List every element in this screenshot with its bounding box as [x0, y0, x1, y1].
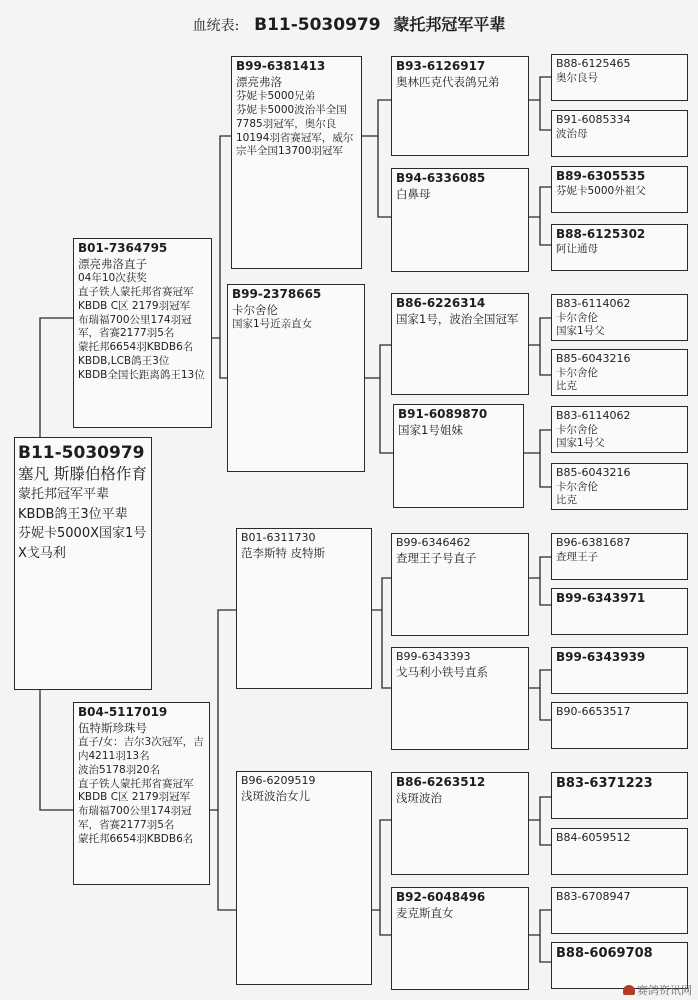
gen4-card-sss[interactable]: [391, 56, 529, 156]
gen5-card-14[interactable]: [551, 828, 688, 875]
gen5-card-9[interactable]: [551, 533, 688, 580]
gen4-card-sdd[interactable]: [393, 404, 524, 508]
gen5-ring-3: B89-6305535: [556, 169, 646, 183]
gen5-card-1[interactable]: [551, 54, 688, 101]
granddam-paternal-name: 卡尔舍伦: [232, 302, 278, 317]
granddam-maternal-card[interactable]: [236, 771, 372, 985]
gen4-name-ddd: 麦克斯直女: [396, 905, 454, 920]
gen4-name-dsd: 戈马利小铁号直系: [396, 664, 488, 679]
gen5-card-3[interactable]: [551, 166, 688, 213]
gen5-ring-7: B83-6114062: [556, 409, 631, 422]
gen4-ring-sss: B93-6126917: [396, 59, 486, 73]
gen4-name-dds: 浅斑波治: [396, 790, 442, 805]
gen5-name-6: 卡尔舍伦 比克: [556, 366, 598, 393]
gen5-card-15[interactable]: [551, 887, 688, 934]
dam-info: 直子/女：吉尔3次冠军，吉内4211羽13名 波治5178羽20名 直子铁人蒙托邦省赛冠军 KBDB C区 2179羽冠军 布瑞福700公里174羽冠军，省赛2177羽5名 蒙托邦6654羽KBDB6名: [78, 736, 204, 846]
grandsire-paternal-card[interactable]: [231, 56, 362, 269]
dam-card[interactable]: [73, 702, 210, 885]
gen5-name-5: 卡尔舍伦 国家1号父: [556, 311, 605, 338]
gen5-ring-8: B85-6043216: [556, 466, 631, 479]
gen4-card-ddd[interactable]: [391, 887, 529, 990]
subject-info: 蒙托邦冠军平辈 KBDB鸽王3位平辈 芬妮卡5000X国家1号X戈马利: [18, 487, 147, 561]
gen5-card-4[interactable]: [551, 224, 688, 271]
gen5-name-2: 波治母: [556, 127, 588, 140]
grandsire-paternal-ring: B99-6381413: [236, 59, 326, 73]
gen4-name-sds: 国家1号，波治全国冠军: [396, 311, 519, 326]
pigeon-logo-icon: [623, 985, 635, 995]
dam-name: 伍特斯珍珠号: [78, 720, 147, 735]
gen5-name-8: 卡尔舍伦 比克: [556, 480, 598, 507]
gen5-ring-14: B84-6059512: [556, 831, 631, 844]
gen4-card-sds[interactable]: [391, 293, 529, 395]
subject-ring-number: B11-5030979: [18, 443, 145, 463]
gen4-name-dss: 查理王子号直子: [396, 550, 477, 565]
gen5-name-1: 奥尔良号: [556, 71, 598, 84]
gen4-ring-dds: B86-6263512: [396, 775, 486, 789]
gen4-card-ssd[interactable]: [391, 168, 529, 272]
gen5-name-7: 卡尔舍伦 国家1号父: [556, 423, 605, 450]
grandsire-paternal-info: 芬妮卡5000兄弟 芬妮卡5000波治半全国7785羽冠军，奥尔良10194羽省赛冠军，威尔宗半全国13700羽冠军: [236, 90, 354, 158]
sire-ring-number: B01-7364795: [78, 241, 168, 255]
gen5-ring-6: B85-6043216: [556, 352, 631, 365]
granddam-maternal-ring: B96-6209519: [241, 774, 316, 787]
gen5-name-9: 查理王子: [556, 550, 598, 563]
gen4-card-dds[interactable]: [391, 772, 529, 875]
gen5-ring-11: B99-6343939: [556, 650, 646, 664]
gen5-card-10[interactable]: [551, 588, 688, 635]
gen5-ring-9: B96-6381687: [556, 536, 631, 549]
gen5-name-3: 芬妮卡5000外祖父: [556, 184, 646, 197]
sire-name: 漂亮弗洛直子: [78, 256, 147, 271]
gen5-card-13[interactable]: [551, 772, 688, 819]
gen4-card-dsd[interactable]: [391, 647, 529, 750]
title-pigeon-name: 蒙托邦冠军平辈: [393, 15, 506, 34]
grandsire-paternal-name: 漂亮弗洛: [236, 74, 282, 89]
gen5-ring-13: B83-6371223: [556, 776, 653, 791]
gen4-name-ssd: 白鼻母: [396, 186, 431, 201]
gen5-ring-15: B83-6708947: [556, 890, 631, 903]
granddam-paternal-ring: B99-2378665: [232, 287, 322, 301]
subject-name: 塞凡 斯滕伯格作育: [18, 465, 147, 484]
gen5-ring-12: B90-6653517: [556, 705, 631, 718]
title-ring-number: B11-5030979: [254, 15, 381, 35]
gen5-card-2[interactable]: [551, 110, 688, 157]
gen4-name-sdd: 国家1号姐妹: [398, 422, 463, 437]
sire-info: 04年10次获奖 直子铁人蒙托邦省赛冠军 KBDB C区 2179羽冠军 布瑞福700公里174羽冠军，省赛2177羽5名 蒙托邦6654羽KBDB6名 KBDB,LCB鸽王3位 KBDB全国长距离鸽王13位: [78, 272, 205, 382]
grandsire-maternal-name: 范李斯特 皮特斯: [241, 545, 326, 560]
subject-pigeon-card[interactable]: [14, 437, 152, 690]
dam-ring-number: B04-5117019: [78, 705, 168, 719]
site-watermark: [623, 982, 692, 998]
granddam-paternal-card[interactable]: [227, 284, 365, 472]
gen5-ring-2: B91-6085334: [556, 113, 631, 126]
gen5-card-12[interactable]: [551, 702, 688, 749]
gen4-ring-ddd: B92-6048496: [396, 890, 486, 904]
gen5-card-8[interactable]: [551, 463, 688, 510]
gen4-card-dss[interactable]: [391, 533, 529, 636]
gen5-card-7[interactable]: [551, 406, 688, 453]
gen5-ring-16: B88-6069708: [556, 946, 653, 961]
gen5-ring-5: B83-6114062: [556, 297, 631, 310]
gen5-ring-10: B99-6343971: [556, 591, 646, 605]
gen5-card-6[interactable]: [551, 349, 688, 396]
gen5-name-4: 阿让通母: [556, 242, 598, 255]
gen5-ring-4: B88-6125302: [556, 227, 646, 241]
gen4-name-sss: 奥林匹克代表鸽兄弟: [396, 74, 500, 89]
gen5-card-11[interactable]: [551, 647, 688, 694]
granddam-maternal-name: 浅斑波治女儿: [241, 788, 310, 803]
granddam-paternal-info: 国家1号近亲直女: [232, 318, 313, 330]
grandsire-maternal-ring: B01-6311730: [241, 531, 316, 544]
gen4-ring-ssd: B94-6336085: [396, 171, 486, 185]
gen5-ring-1: B88-6125465: [556, 57, 631, 70]
watermark-text: 赛鸽资讯网: [637, 984, 692, 997]
gen4-ring-dsd: B99-6343393: [396, 650, 471, 663]
gen4-ring-sdd: B91-6089870: [398, 407, 488, 421]
sire-card[interactable]: [73, 238, 212, 428]
grandsire-maternal-card[interactable]: [236, 528, 372, 689]
gen5-card-5[interactable]: [551, 294, 688, 341]
gen4-ring-dss: B99-6346462: [396, 536, 471, 549]
title-label: 血统表:: [192, 18, 240, 34]
gen4-ring-sds: B86-6226314: [396, 296, 486, 310]
